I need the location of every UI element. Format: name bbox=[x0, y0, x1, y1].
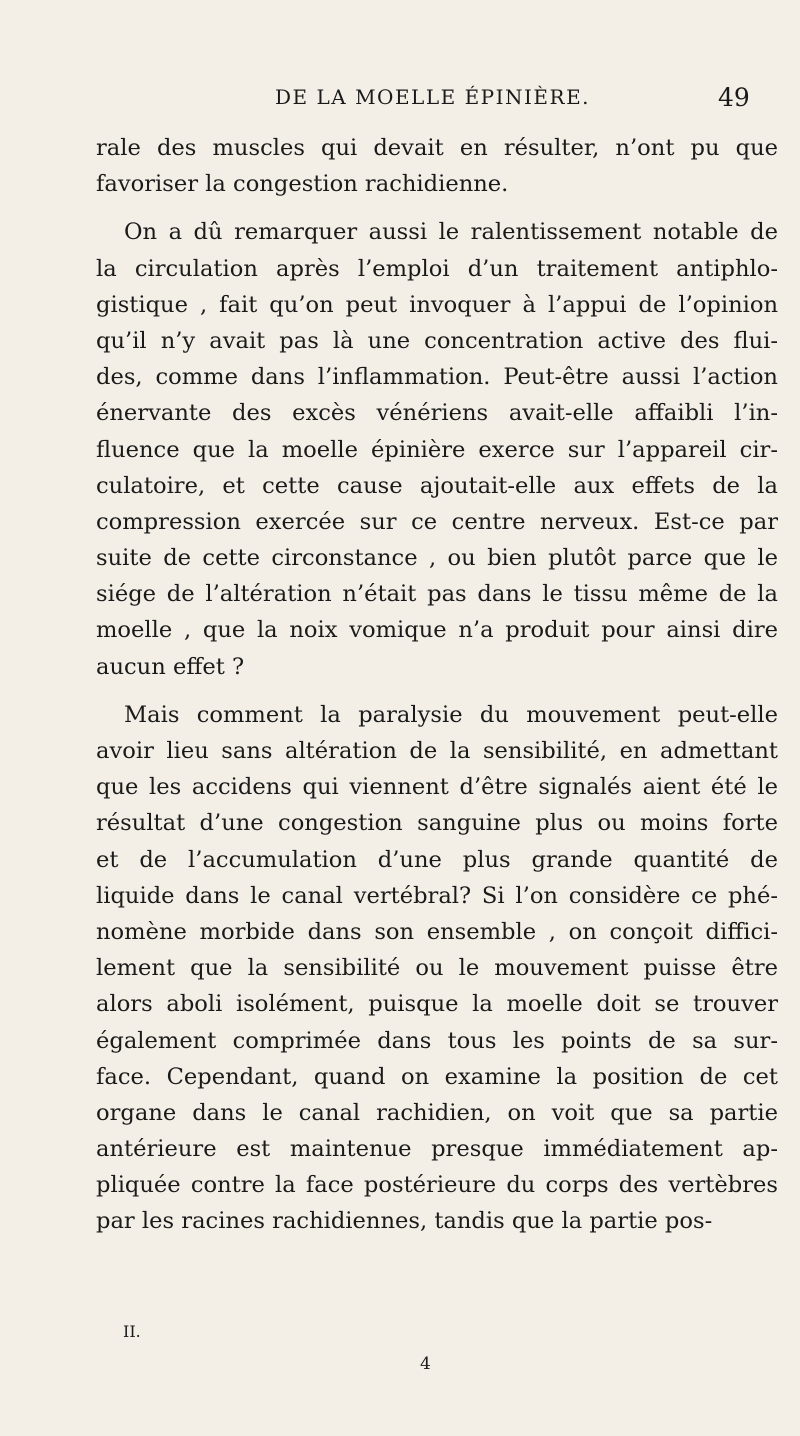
paragraph bbox=[96, 697, 778, 1240]
text-line: résultat d’une congestion sanguine plus ou moins forte bbox=[96, 810, 778, 837]
text-line: avoir lieu sans altération de la sensibilité, en admettant bbox=[96, 738, 778, 764]
text-line: siége de l’altération n’était pas dans le tissu même de la bbox=[96, 581, 778, 608]
text-line: gistique , fait qu’on peut invoquer à l’appui de l’opinion bbox=[96, 291, 778, 318]
folio-signature: 4 bbox=[420, 1354, 431, 1374]
text-line: rale des muscles qui devait en résulter, n’ont pu que bbox=[96, 135, 778, 161]
running-title: DE LA MOELLE ÉPINIÈRE. bbox=[275, 85, 591, 109]
text-line: lement que la sensibilité ou le mouvement puisse être bbox=[96, 955, 778, 982]
text-line: Mais comment la paralysie du mouvement peut-elle bbox=[124, 701, 778, 728]
text-line: pliquée contre la face postérieure du corps des vertèbres bbox=[96, 1172, 778, 1199]
text-line: favoriser la congestion rachidienne. bbox=[96, 171, 509, 198]
text-line: organe dans le canal rachidien, on voit que sa partie bbox=[96, 1099, 778, 1126]
text-line: et de l’accumulation d’une plus grande quantité de bbox=[96, 846, 778, 873]
page-number: 49 bbox=[718, 83, 750, 112]
text-line: aucun effet ? bbox=[96, 653, 245, 680]
text-line: également comprimée dans tous les points de sa sur- bbox=[96, 1027, 778, 1054]
text-line: énervante des excès vénériens avait-elle affaibli l’in- bbox=[96, 400, 778, 427]
text-line: On a dû remarquer aussi le ralentissement notable de bbox=[124, 219, 778, 246]
text-line: des, comme dans l’inflammation. Peut-être aussi l’action bbox=[96, 364, 778, 391]
text-line: la circulation après l’emploi d’un traitement antiphlo- bbox=[96, 255, 778, 282]
text-line: nomène morbide dans son ensemble , on conçoit diffici- bbox=[96, 918, 778, 945]
text-line: qu’il n’y avait pas là une concentration active des flui- bbox=[96, 327, 778, 354]
text-line: liquide dans le canal vertébral? Si l’on considère ce phé- bbox=[96, 882, 778, 909]
paragraph bbox=[96, 214, 778, 684]
paragraph bbox=[96, 130, 778, 202]
text-line: culatoire, et cette cause ajoutait-elle aux effets de la bbox=[96, 472, 778, 499]
text-line: alors aboli isolément, puisque la moelle doit se trouver bbox=[96, 991, 778, 1018]
text-line: par les racines rachidiennes, tandis que la partie pos- bbox=[96, 1208, 713, 1235]
text-line: fluence que la moelle épinière exerce sur l’appareil cir- bbox=[96, 436, 778, 463]
volume-signature: II. bbox=[123, 1322, 141, 1341]
text-line: antérieure est maintenue presque immédiatement ap- bbox=[96, 1136, 778, 1163]
text-line: moelle , que la noix vomique n’a produit pour ainsi dire bbox=[96, 617, 778, 644]
text-line: compression exercée sur ce centre nerveux. Est-ce par bbox=[96, 508, 778, 535]
body-text bbox=[96, 130, 778, 1240]
page-header bbox=[0, 85, 800, 115]
text-line: que les accidens qui viennent d’être signalés aient été le bbox=[96, 774, 778, 801]
text-line: face. Cependant, quand on examine la position de cet bbox=[96, 1063, 778, 1090]
text-line: suite de cette circonstance , ou bien plutôt parce que le bbox=[96, 545, 778, 572]
